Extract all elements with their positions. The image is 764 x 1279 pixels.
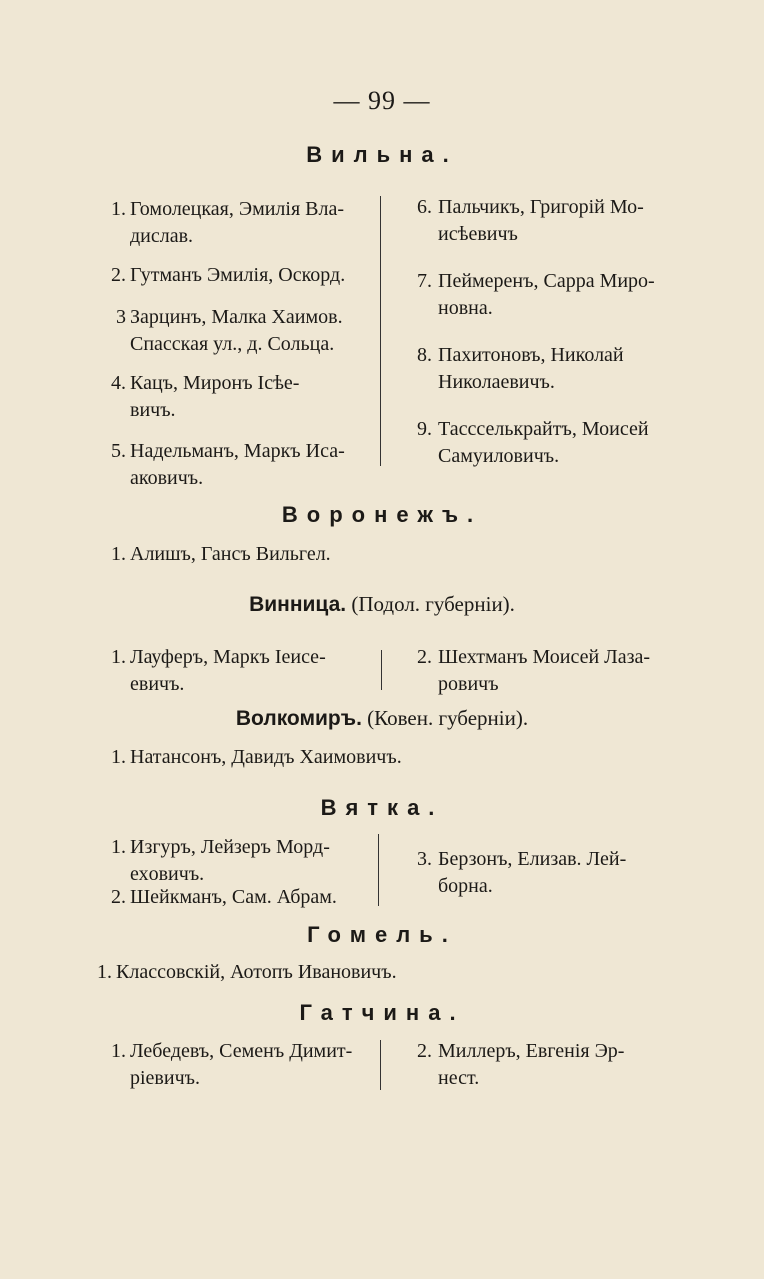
entry-line-2: новна. [438,297,493,319]
entry-number: 1. [111,1040,126,1062]
entry-number: 5. [111,440,126,462]
entry-line-2: ріевичъ. [130,1067,200,1089]
entry-number: 1. [111,746,126,768]
heading-volkomir [0,706,764,731]
entry-line-1: Пахитоновъ, Николай [438,344,624,366]
entry-line-1: Тассселькрайтъ, Моисей [438,418,649,440]
entry-line-1: Изгуръ, Лейзеръ Морд- [130,836,330,858]
entry-line-1: Пеймеренъ, Сарра Миро- [438,270,655,292]
entry-line-1: Кацъ, Миронъ Ісѣе- [130,372,300,394]
entry-line-1: Надельманъ, Маркъ Иса- [130,440,345,462]
entry-line-2: аковичъ. [130,467,204,489]
entry-number: 3. [417,848,432,870]
entry-number: 2. [111,264,126,286]
entry-line-2: борна. [438,875,493,897]
entry-line-1: Лауферъ, Маркъ Іеисе- [130,646,326,668]
heading-voronezh: Воронежъ. [281,502,483,527]
entry-number: 1. [111,198,126,220]
entry-number: 3 [116,306,126,328]
entry-line-1: Гутманъ Эмилія, Оскорд. [130,264,346,286]
entry-line-2: исѣевичъ [438,223,518,245]
heading-gomel: Гомель. [307,922,457,947]
entry-line-1: Лебедевъ, Семенъ Димит- [130,1040,353,1062]
entry-number: 2. [417,1040,432,1062]
entry-line-1: Шехтманъ Моисей Лаза- [438,646,651,668]
entry-number: 2. [111,886,126,908]
column-divider [378,834,379,906]
heading-vilna: Вильна. [306,142,458,167]
entry-line-2: ехoвичъ. [130,863,205,885]
entry-line-2: нест. [438,1067,480,1089]
entry-line-2: дислав. [130,225,194,247]
entry-line-1: Берзонъ, Елизав. Лей- [438,848,627,870]
column-divider [380,1040,381,1090]
entry-number: 1. [111,646,126,668]
entry-line-2: ровичъ [438,673,499,695]
entry-number: 6. [417,196,432,218]
entry-line-2: евичъ. [130,673,185,695]
heading-vyatka: Вятка. [320,795,444,820]
entry-line-1: Пальчикъ, Григорій Мо- [438,196,644,218]
column-divider [380,196,381,466]
entry-line-1: Зарцинъ, Малка Хаимов. [130,306,343,328]
heading-volkomir-province: (Ковен. губерніи). [361,706,529,730]
entry-line-2: Николаевичъ. [438,371,555,393]
column-divider [381,650,382,690]
entry-line-2: Спасская ул., д. Сольца. [130,333,335,355]
entry-number: 4. [111,372,126,394]
entry-number: 9. [417,418,432,440]
entry-number: 7. [417,270,432,292]
entry-line-1: Алишъ, Гансъ Вильгел. [130,543,331,565]
entry-line-2: вичъ. [130,399,176,421]
heading-volkomir-city: Волкомиръ. [235,707,362,730]
entry-line-2: Самуиловичъ. [438,445,560,467]
entry-line-1: Шейкманъ, Сам. Абрам. [130,886,337,908]
entry-number: 1. [111,836,126,858]
entry-line-1: Гомолецкая, Эмилія Вла- [130,198,345,220]
heading-vinnitsa-province: (Подол. губерніи). [346,592,515,616]
entry-line-1: Миллеръ, Евгенія Эр- [438,1040,625,1062]
entry-number: 1. [111,543,126,565]
entry-number: 8. [417,344,432,366]
entry-line-1: Натансонъ, Давидъ Хаимовичъ. [130,746,402,768]
entry-line-1: Классовскій, Аотопъ Ивановичъ. [116,961,397,983]
heading-gatchina: Гатчина. [299,1000,465,1025]
entry-number: 2. [417,646,432,668]
page-number: — 99 — [333,86,431,115]
entry-number: 1. [97,961,112,983]
heading-vinnitsa [0,592,764,617]
heading-vinnitsa-city: Винница. [249,593,347,616]
